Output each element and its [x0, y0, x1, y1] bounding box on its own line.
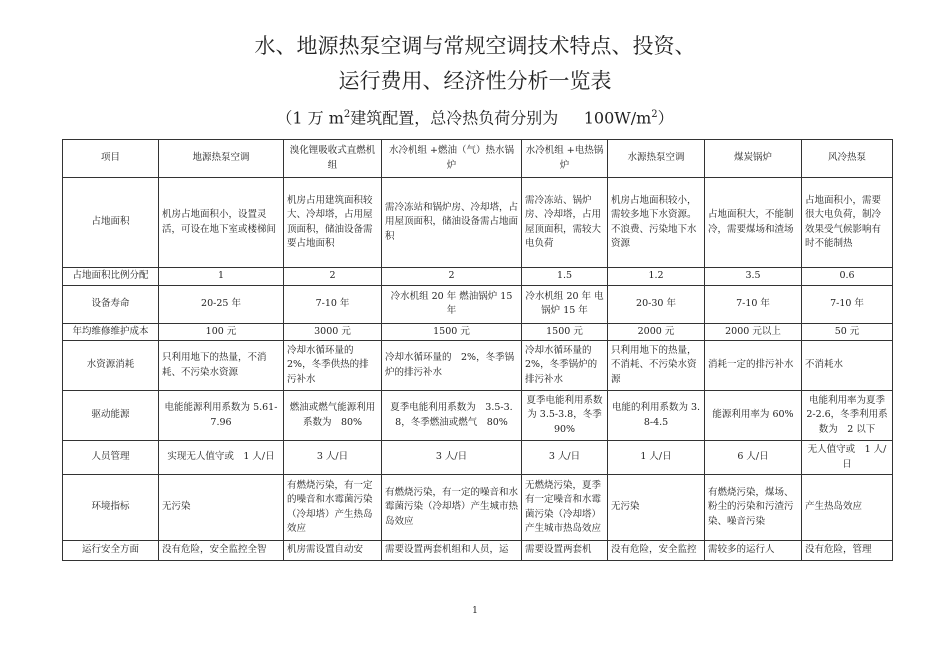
table-cell: 没有危险，安全监控全智 — [159, 541, 284, 561]
table-cell: 机房需设置自动安 — [284, 541, 382, 561]
table-cell: 冷水机组 20 年 燃油锅炉 15 年 — [382, 285, 522, 323]
table-cell: 7-10 年 — [802, 285, 893, 323]
table-cell: 无污染 — [159, 475, 284, 541]
table-cell: 3000 元 — [284, 323, 382, 341]
table-cell: 1 人/日 — [608, 441, 705, 475]
subtitle-prefix: （1 万 m — [276, 108, 344, 128]
row-label: 占地面积比例分配 — [63, 268, 159, 286]
table-cell: 3 人/日 — [382, 441, 522, 475]
table-cell: 只利用地下的热量，不消耗、不污染水资源 — [608, 341, 705, 391]
table-cell: 占地面积大，不能制冷，需要煤场和渣场 — [705, 178, 802, 268]
table-header-row — [63, 140, 893, 178]
table-cell: 1500 元 — [522, 323, 608, 341]
table-cell: 20-30 年 — [608, 285, 705, 323]
table-cell: 实现无人值守或 1 人/日 — [159, 441, 284, 475]
table-cell: 有燃烧污染，煤场、粉尘的污染和污渣污染、噪音污染 — [705, 475, 802, 541]
document-subtitle — [0, 104, 950, 129]
row-label: 水资源消耗 — [63, 341, 159, 391]
table-cell: 冷却水循环量的2%，冬季供热的排污补水 — [284, 341, 382, 391]
table-cell: 需冷冻站和锅炉房、冷却塔，占用屋顶面积，储油设备需占地面积 — [382, 178, 522, 268]
table-header-cell: 水冷机组 +燃油（气）热水锅炉 — [382, 140, 522, 178]
row-label: 设备寿命 — [63, 285, 159, 323]
table-cell: 3.5 — [705, 268, 802, 286]
table-cell: 1 — [159, 268, 284, 286]
table-cell: 2 — [284, 268, 382, 286]
table-header-cell: 项目 — [63, 140, 159, 178]
table-cell: 燃油或燃气能源利用系数为 80% — [284, 391, 382, 441]
table-header-cell: 水源热泵空调 — [608, 140, 705, 178]
table-cell: 1500 元 — [382, 323, 522, 341]
table-cell: 1.2 — [608, 268, 705, 286]
table-cell: 3 人/日 — [522, 441, 608, 475]
table-header-cell: 煤炭锅炉 — [705, 140, 802, 178]
table-cell: 20-25 年 — [159, 285, 284, 323]
subtitle-value: 100W/m — [583, 108, 652, 128]
table-row — [63, 178, 893, 268]
document-title-line-1: 水、地源热泵空调与常规空调技术特点、投资、 — [254, 34, 696, 58]
table-cell: 1.5 — [522, 268, 608, 286]
table-cell: 冷却水循环量的 2%，冬季锅炉的排污补水 — [382, 341, 522, 391]
table-cell: 无污染 — [608, 475, 705, 541]
table-cell: 只利用地下的热量，不消耗、不污染水资源 — [159, 341, 284, 391]
table-cell: 夏季电能利用系数为 3.5-3.8，冬季燃油或燃气 80% — [382, 391, 522, 441]
table-row — [63, 285, 893, 323]
table-header-cell: 溴化锂吸收式直燃机组 — [284, 140, 382, 178]
table-cell: 机房占地面积较小，需较多地下水资源。不浪费、污染地下水资源 — [608, 178, 705, 268]
table-cell: 50 元 — [802, 323, 893, 341]
table-cell: 2000 元以上 — [705, 323, 802, 341]
table-cell: 不消耗水 — [802, 341, 893, 391]
table-header-cell: 地源热泵空调 — [159, 140, 284, 178]
subtitle-sup-2: 2 — [651, 109, 658, 120]
table-row — [63, 541, 893, 561]
table-cell: 消耗一定的排污补水 — [705, 341, 802, 391]
table-cell: 电能利用率为夏季 2-2.6，冬季利用系数为 2 以下 — [802, 391, 893, 441]
table-cell: 占地面积小，需要很大电负荷，制冷效果受气候影响有时不能制热 — [802, 178, 893, 268]
row-label: 环境指标 — [63, 475, 159, 541]
comparison-table — [62, 139, 893, 561]
row-label: 年均维修维护成本 — [63, 323, 159, 341]
table-row — [63, 441, 893, 475]
table-cell: 冷却水循环量的2%，冬季锅炉的排污补水 — [522, 341, 608, 391]
table-cell: 电能能源利用系数为 5.61-7.96 — [159, 391, 284, 441]
table-cell: 冷水机组 20 年 电锅炉 15 年 — [522, 285, 608, 323]
table-row — [63, 341, 893, 391]
table-row — [63, 475, 893, 541]
table-cell: 需较多的运行人 — [705, 541, 802, 561]
table-cell: 无燃烧污染，夏季有一定噪音和水霉菌污染（冷却塔）产生城市热岛效应 — [522, 475, 608, 541]
table-cell: 2 — [382, 268, 522, 286]
table-cell: 0.6 — [802, 268, 893, 286]
table-cell: 没有危险，安全监控 — [608, 541, 705, 561]
table-header-cell: 风冷热泵 — [802, 140, 893, 178]
table-cell: 需要设置两套机组和人员，运 — [382, 541, 522, 561]
table-cell: 电能的利用系数为 3.8-4.5 — [608, 391, 705, 441]
table-cell: 7-10 年 — [284, 285, 382, 323]
table-cell: 100 元 — [159, 323, 284, 341]
subtitle-suffix: ） — [657, 108, 674, 128]
table-cell: 2000 元 — [608, 323, 705, 341]
table-row — [63, 391, 893, 441]
table-cell: 没有危险，管理 — [802, 541, 893, 561]
row-label: 驱动能源 — [63, 391, 159, 441]
table-cell: 有燃烧污染，有一定的噪音和水霉菌污染（冷却塔）产生城市热岛效应 — [382, 475, 522, 541]
table-cell: 机房占用建筑面积较大、冷却塔，占用屋顶面积，储油设备需要占地面积 — [284, 178, 382, 268]
row-label: 人员管理 — [63, 441, 159, 475]
table-cell: 无人值守或 1 人/日 — [802, 441, 893, 475]
row-label: 运行安全方面 — [63, 541, 159, 561]
row-label: 占地面积 — [63, 178, 159, 268]
document-title-line-2: 运行费用、经济性分析一览表 — [338, 69, 612, 93]
table-row — [63, 323, 893, 341]
table-cell: 夏季电能利用系数为 3.5-3.8，冬季 90% — [522, 391, 608, 441]
table-cell: 能源利用率为 60% — [705, 391, 802, 441]
table-cell: 7-10 年 — [705, 285, 802, 323]
table-cell: 产生热岛效应 — [802, 475, 893, 541]
table-header-cell: 水冷机组 +电热锅炉 — [522, 140, 608, 178]
subtitle-sup-1: 2 — [343, 109, 351, 120]
table-cell: 机房占地面积小，设置灵活，可设在地下室或楼梯间 — [159, 178, 284, 268]
table-cell: 需冷冻站、锅炉房、冷却塔，占用屋顶面积，需较大电负荷 — [522, 178, 608, 268]
subtitle-middle: 建筑配置，总冷热负荷分别为 — [350, 108, 559, 128]
table-cell: 需要设置两套机 — [522, 541, 608, 561]
page-number: 1 — [472, 606, 478, 616]
table-cell: 3 人/日 — [284, 441, 382, 475]
table-cell: 有燃烧污染，有一定的噪音和水霉菌污染（冷却塔）产生热岛效应 — [284, 475, 382, 541]
table-row — [63, 268, 893, 286]
table-cell: 6 人/日 — [705, 441, 802, 475]
